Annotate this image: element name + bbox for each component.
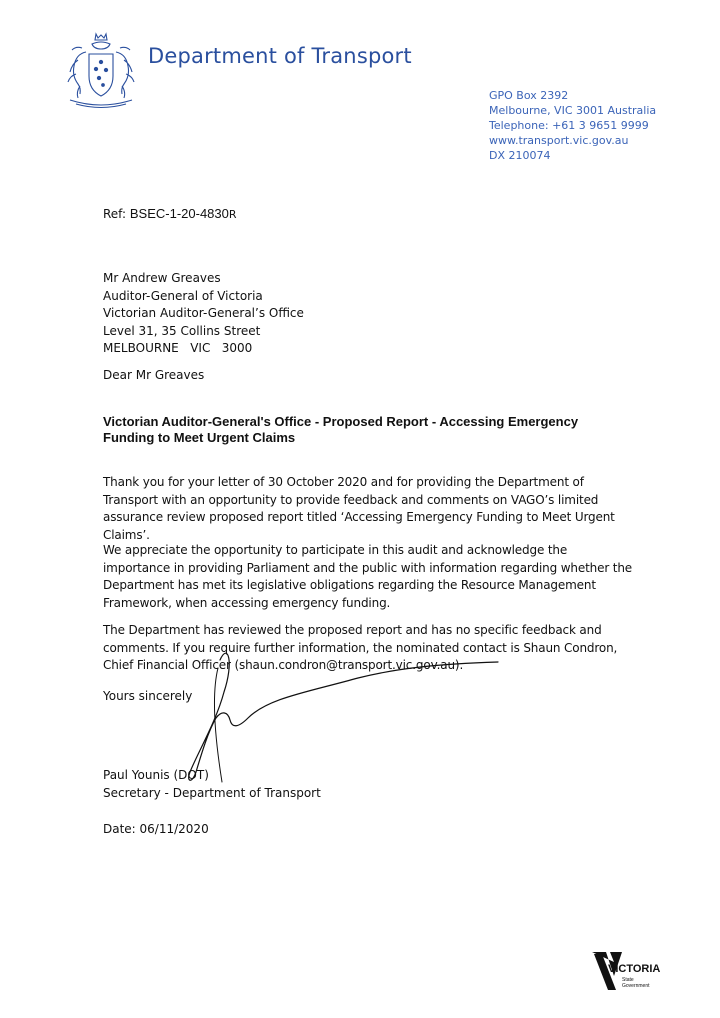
body-paragraph: We appreciate the opportunity to participate in this audit and acknowledge the importance in providing Parliament and the public with information regarding whether the Department has met its legislative obligations regarding the Resource Management Framework, when accessing emergency funding. <box>103 543 633 610</box>
body-paragraph: The Department has reviewed the proposed report and has no specific feedback and comments. If you require further information, the nominated contact is Shaun Condron, Chief Financial Officer (shaun.condron@transport.vic.gov.au). <box>103 623 618 672</box>
signer-name: Paul Younis (DOT) <box>103 768 209 782</box>
closing: Yours sincerely <box>103 689 193 703</box>
address-line: DX 210074 <box>489 149 551 162</box>
department-name: Department of Transport <box>148 44 412 68</box>
reference-suffix: R <box>228 208 237 221</box>
recipient-line: Victorian Auditor-General’s Office <box>103 306 304 320</box>
signer-title: Secretary - Department of Transport <box>103 785 321 800</box>
department-address <box>489 88 656 163</box>
logo-subline: Government <box>622 983 650 989</box>
victoria-state-government-logo <box>592 950 664 992</box>
salutation: Dear Mr Greaves <box>103 368 205 382</box>
logo-subline: State <box>622 977 634 983</box>
address-line: Telephone: +61 3 9651 9999 <box>489 119 649 132</box>
letter-date: Date: 06/11/2020 <box>103 822 209 836</box>
recipient-line: MELBOURNE VIC 3000 <box>103 341 253 355</box>
reference-number: BSEC-1-20-4830 <box>129 206 229 221</box>
coat-of-arms-icon <box>62 30 140 110</box>
signer-block <box>103 767 321 802</box>
body-paragraph: Thank you for your letter of 30 October 2020 and for providing the Department of Transport with an opportunity to provide feedback and comments on VAGO’s limited assurance review proposed report titled ‘Accessing Emergency Funding to Meet Urgent Claims’. <box>103 475 615 542</box>
website-link[interactable]: www.transport.vic.gov.au <box>489 134 629 147</box>
reference-label: Ref: <box>103 207 127 221</box>
victoria-wordmark: VICTORIA <box>608 963 661 975</box>
recipient-line: Level 31, 35 Collins Street <box>103 323 261 338</box>
reference-line <box>103 206 237 221</box>
letter-subject: Victorian Auditor-General's Office - Proposed Report - Accessing Emergency Funding to Meet Urgent Claims <box>103 414 579 445</box>
recipient-address <box>103 270 304 358</box>
recipient-line: Auditor-General of Victoria <box>103 288 263 303</box>
address-line: GPO Box 2392 <box>489 89 569 102</box>
address-line: Melbourne, VIC 3001 Australia <box>489 104 657 117</box>
recipient-line: Mr Andrew Greaves <box>103 271 221 285</box>
